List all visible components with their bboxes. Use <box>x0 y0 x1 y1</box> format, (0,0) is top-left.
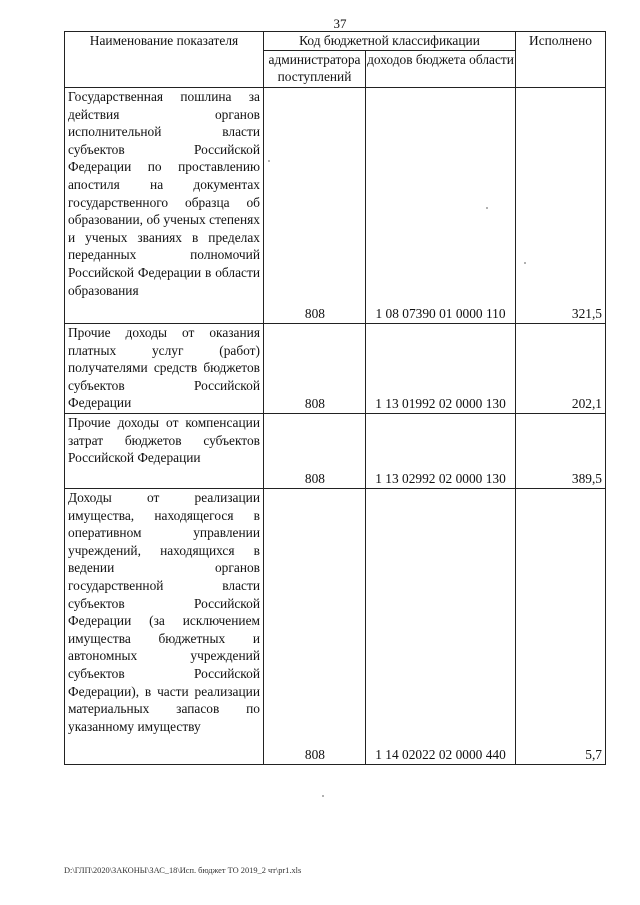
table-row <box>65 324 606 414</box>
row-income-code: 1 14 02022 02 0000 440 <box>366 489 516 765</box>
scan-speck <box>268 160 270 162</box>
scan-speck <box>322 795 324 797</box>
row-executed-value: 5,7 <box>516 489 606 765</box>
header-classification-code: Код бюджетной классификации <box>264 32 516 51</box>
header-indicator-name: Наименование показателя <box>65 32 264 88</box>
header-income-code: доходов бюджета области <box>366 51 516 88</box>
row-income-code: 1 08 07390 01 0000 110 <box>366 88 516 324</box>
header-administrator: администратора поступлений <box>264 51 366 88</box>
row-executed-value: 202,1 <box>516 324 606 414</box>
file-path-footer: D:\ГЛП\2020\ЗАКОНЫ\ЗАС_18\Исп. бюджет ТО 2019_2 чт\pr1.xls <box>64 866 302 875</box>
table-row <box>65 489 606 765</box>
row-administrator-code: 808 <box>264 324 366 414</box>
row-income-code: 1 13 02992 02 0000 130 <box>366 414 516 489</box>
scan-speck <box>524 262 526 264</box>
table-row <box>65 414 606 489</box>
row-indicator-name: Доходы от реализации имущества, находящегося в оперативном управлении учреждений, находящихся в ведении органов государственной власти субъектов Российской Федерации (за исключением имущества бюджетных и автономных учреждений субъектов Российской Федерации), в части реализации материальных запасов по указанному имуществу <box>65 489 264 765</box>
row-indicator-name: Государственная пошлина за действия органов исполнительной власти субъектов Российской Федерации по проставлению апостиля на документах государственного образца об образовании, об ученых степенях и ученых званиях в пределах переданных полномочий Российской Федерации в области образования <box>65 88 264 324</box>
budget-execution-table <box>64 31 606 765</box>
header-executed: Исполнено <box>516 32 606 88</box>
row-indicator-name: Прочие доходы от оказания платных услуг (работ) получателями средств бюджетов субъектов Российской Федерации <box>65 324 264 414</box>
page-number: 37 <box>333 16 347 31</box>
row-indicator-name: Прочие доходы от компенсации затрат бюджетов субъектов Российской Федерации <box>65 414 264 489</box>
row-administrator-code: 808 <box>264 414 366 489</box>
row-income-code: 1 13 01992 02 0000 130 <box>366 324 516 414</box>
row-executed-value: 389,5 <box>516 414 606 489</box>
table-header-row <box>65 32 606 51</box>
row-administrator-code: 808 <box>264 489 366 765</box>
table-row <box>65 88 606 324</box>
row-administrator-code: 808 <box>264 88 366 324</box>
row-executed-value: 321,5 <box>516 88 606 324</box>
scan-speck <box>486 207 488 209</box>
